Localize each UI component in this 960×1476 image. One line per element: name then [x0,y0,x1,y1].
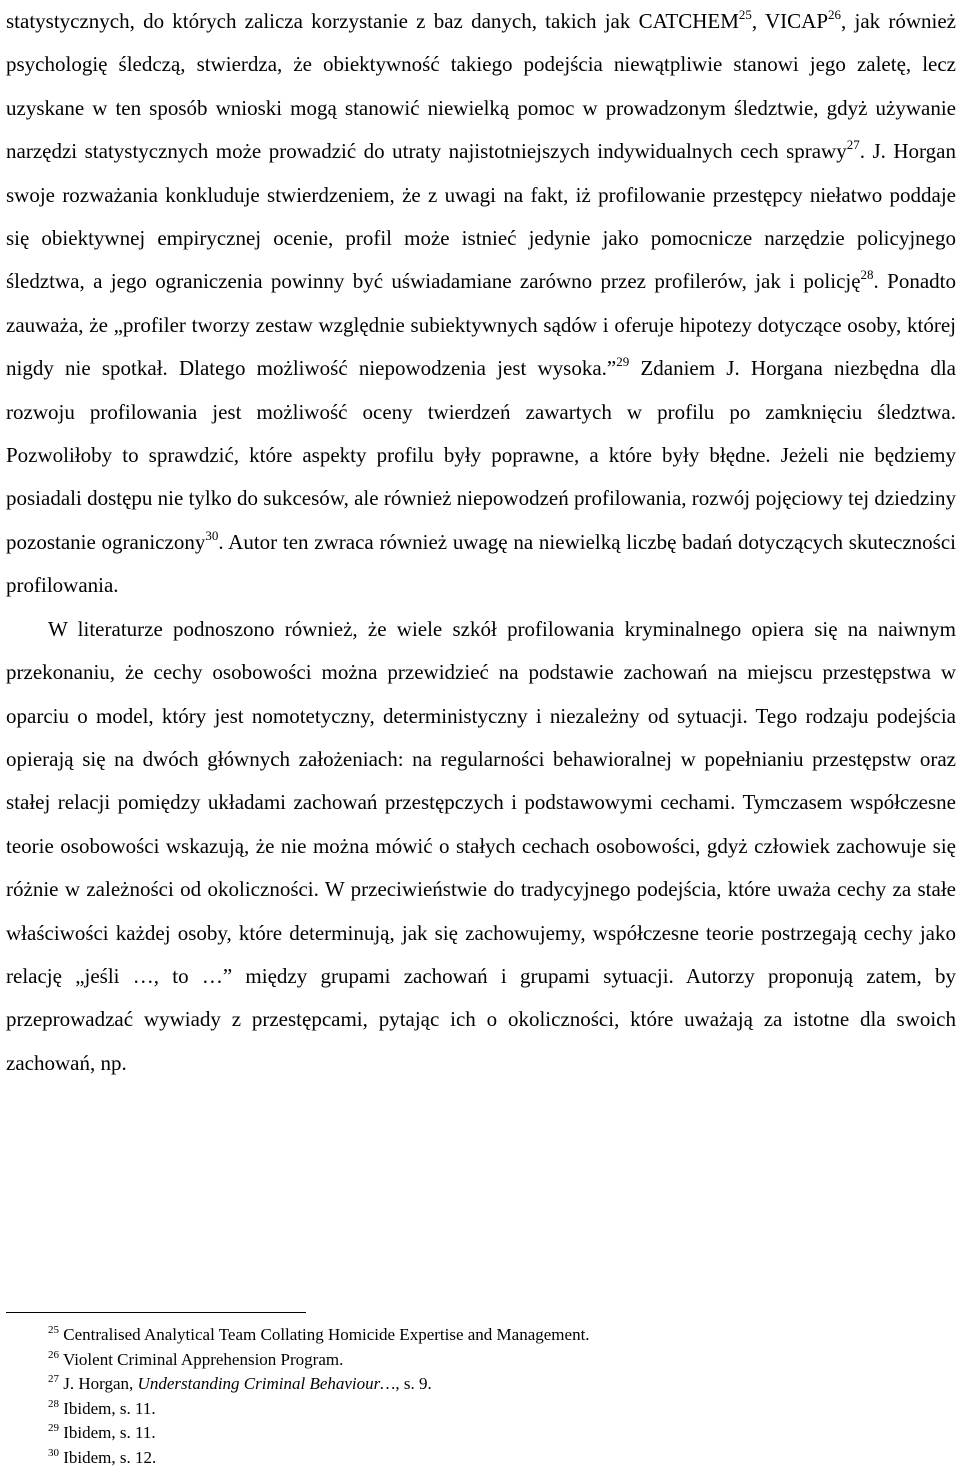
footnote-separator [6,1312,306,1313]
footnote-text: Ibidem, s. 11. [63,1398,156,1418]
footnote-ref-29[interactable]: 29 [616,354,630,370]
paragraph-text: , jak również psychologię śledczą, stwierdza, że obiektywność takiego podejścia niewątpliwie stanowi jego zaletę, lecz uzyskane w ten sposób wnioski mogą stanowić niewielką pomoc w prowadzonym śledztwie, gdyż używanie narzędzi statystycznych może prowadzić do utraty najistotniejszych indywidualnych cech sprawy [6,9,957,164]
footnote-text: Ibidem, s. 11. [63,1423,156,1442]
paragraph-text: . Autor ten zwraca również uwagę na niewielką liczbę badań dotyczących skuteczności profilowania. [6,529,956,598]
paragraph-text: Zdaniem J. Horgana niezbędna dla rozwoju profilowania jest możliwość oceny twierdzeń zawartych w profilu po zamknięciu śledztwa. Pozwoliłoby to sprawdzić, które aspekty profilu były poprawne, a które były błędne. Jeżeli nie będziemy posiadali dostępu nie tylko do sukcesów, ale również niepowodzeń profilowania, rozwój pojęciowy tej dziedziny pozostanie ograniczony [6,356,956,554]
footnote-number: 30 [48,1446,59,1459]
paragraph-text: statystycznych, do których zalicza korzystanie z baz danych, takich jak CATCHEM [6,9,739,33]
footnote-text: Ibidem, s. 12. [63,1447,157,1467]
footnote-ref-27[interactable]: 27 [846,137,860,153]
footnote-ref-25[interactable]: 25 [738,7,752,22]
footnote-text: Violent Criminal Apprehension Program. [62,1349,344,1369]
footnote-29 [6,1421,956,1446]
paragraph-text: . J. Horgan swoje rozważania konkluduje stwierdzeniem, że z uwagi na fakt, iż profilowanie przestępcy niełatwo poddaje się obiektywnej empirycznej ocenie, profil może istnieć jedynie jako pomocnicze narzędzie policyjnego śledztwa, a jego ograniczenia powinny być uświadamiane zarówno przez profilerów, jak i policję [6,139,956,294]
footnote-number: 26 [48,1348,59,1361]
footnote-number: 27 [48,1373,59,1385]
paragraph-1 [6,0,956,608]
document-body [6,0,956,1085]
footnote-number: 28 [48,1397,59,1410]
footnote-ref-28[interactable]: 28 [860,267,874,283]
paragraph-text: , VICAP [751,9,829,33]
footnote-26 [6,1348,956,1373]
footnote-text: , s. 9. [395,1374,432,1393]
footnote-25 [6,1323,956,1348]
footnote-27 [6,1372,956,1397]
footnote-ref-26[interactable]: 26 [828,7,842,22]
paragraph-2: W literaturze podnoszono również, że wiele szkół profilowania kryminalnego opiera się na naiwnym przekonaniu, że cechy osobowości można przewidzieć na podstawie zachowań na miejscu przestępstwa w oparciu o model, który jest nomotetyczny, deterministyczny i niezależny od sytuacji. Tego rodzaju podejścia opierają się na dwóch głównych założeniach: na regularności behawioralnej w popełnianiu przestępstw oraz stałej relacji pomiędzy układami zachowań przestępczych i podstawowymi cechami. Tymczasem współczesne teorie osobowości wskazują, że nie można mówić o stałych cechach osobowości, gdyż człowiek zachowuje się różnie w zależności od okoliczności. W przeciwieństwie do tradycyjnego podejścia, które uważa cechy za stałe właściwości każdej osoby, które determinują, jak się zachowujemy, współczesne teorie postrzegają cechy jako relację „jeśli …, to …” między grupami zachowań i grupami sytuacji. Autorzy proponują zatem, by przeprowadzać wywiady z przestępcami, pytając ich o okoliczności, które uważają za istotne dla swoich zachowań, np. [6,616,956,1075]
paragraph-text: . Ponadto zauważa, że „profiler tworzy zestaw względnie subiektywnych sądów i oferuje hipotezy dotyczące osoby, której nigdy nie spotkał. Dlatego możliwość niepowodzenia jest wysoka.” [6,269,956,381]
footnote-ref-30[interactable]: 30 [205,527,219,543]
footnote-book-title: Understanding Criminal Behaviour… [137,1374,396,1393]
footnote-number: 29 [48,1422,59,1434]
footnote-text: J. Horgan, [63,1374,138,1393]
footnotes-section [6,1312,956,1470]
footnote-number: 25 [48,1324,59,1336]
footnote-28 [6,1397,956,1422]
footnote-text: Centralised Analytical Team Collating Homicide Expertise and Management. [63,1325,590,1344]
footnote-30 [6,1446,956,1471]
